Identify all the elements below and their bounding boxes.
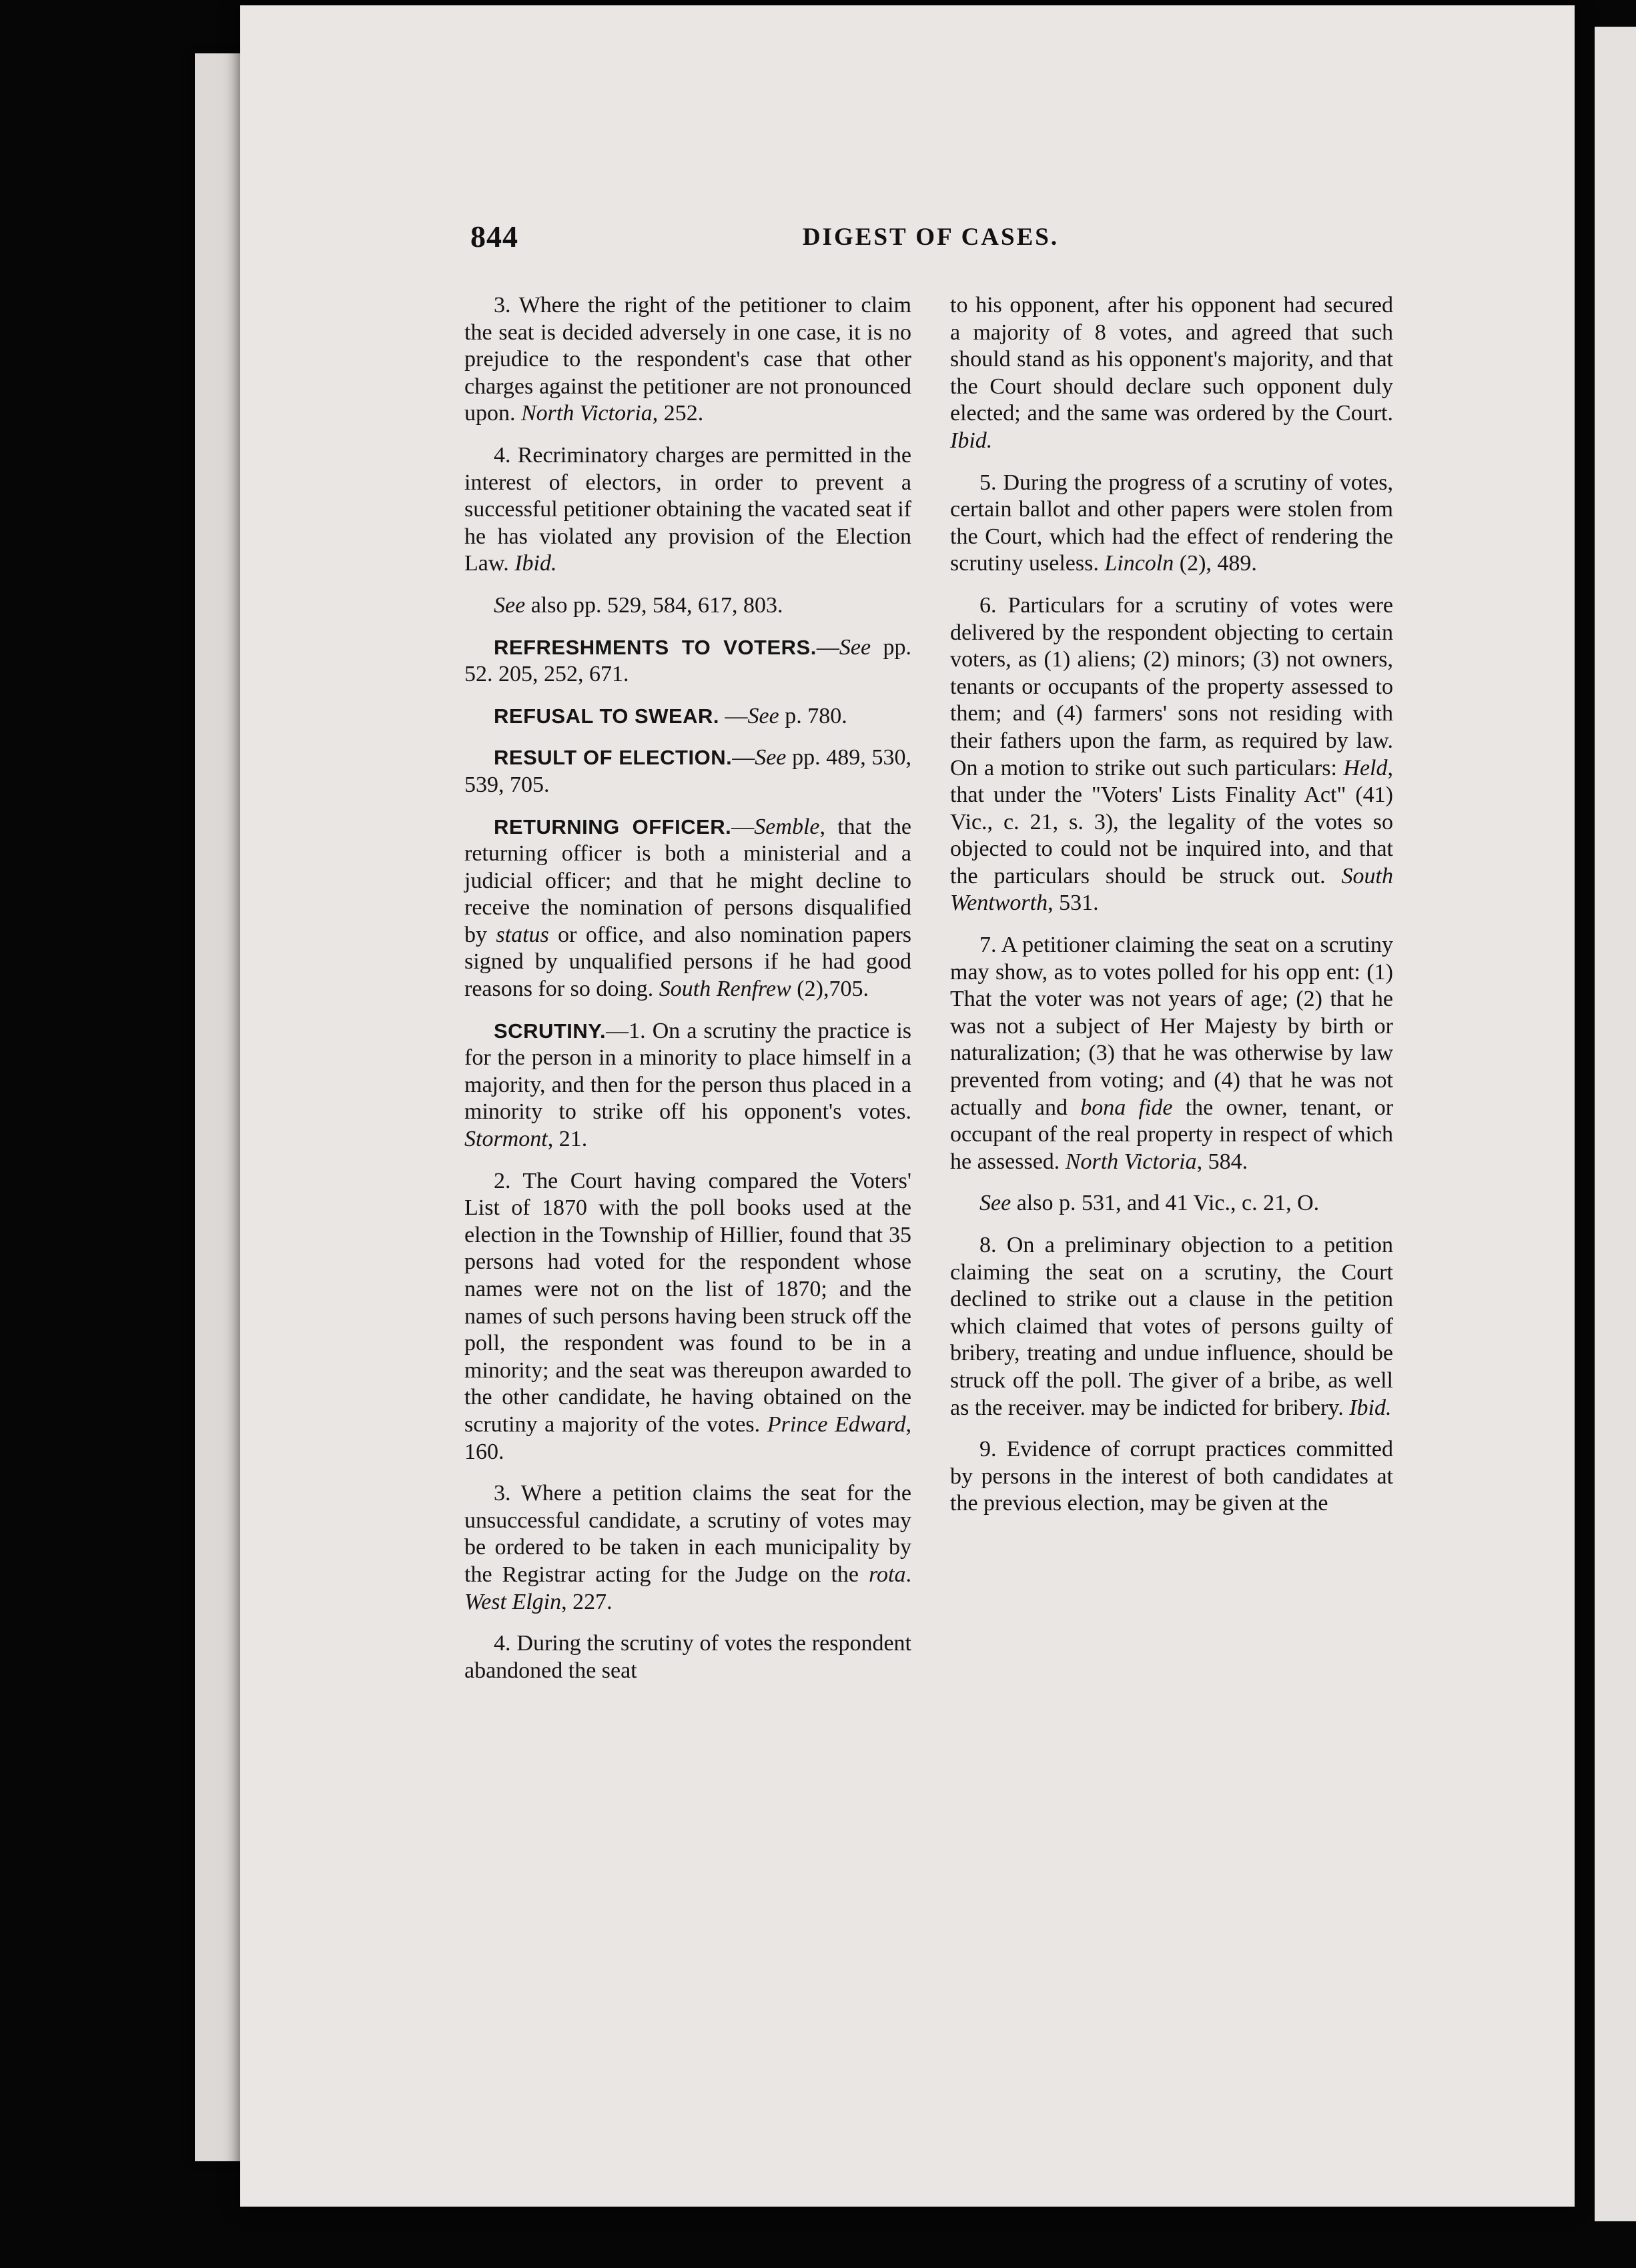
running-head xyxy=(470,219,1391,272)
paragraph-evidence-corrupt-practices: 9. Evidence of corrupt practices committed by persons in the interest of both candidates at the previous election, may be given at the xyxy=(950,1437,1393,1516)
paragraph-preliminary-objection: 8. On a preliminary objection to a petition claiming the seat on a scrutiny, the Court declined to strike out a clause in the petition which claimed that votes of persons guilty of bribery, treating and undue influence, should be struck off the poll. The giver of a bribe, as well as the receiver. may be indicted for bribery. Ibid. xyxy=(950,1233,1393,1420)
paragraph-petitioner-claim: 3. Where the right of the petitioner to claim the seat is decided adversely in one case, it is no prejudice to the respondent's case that other charges against the petitioner are not pronounced upon. North Victoria, 252. xyxy=(464,293,911,426)
facing-page-edge xyxy=(1595,27,1636,2221)
case-reference: South Renfrew xyxy=(659,977,791,1002)
entry-heading: RESULT OF ELECTION. xyxy=(494,746,733,770)
entry-scrutiny: SCRUTINY.—1. On a scrutiny the practice is for the person in a minority to place himself in a majority, and then for the person thus placed in a minority to strike off his opponent's votes. Stormont, 21. xyxy=(464,1018,911,1152)
case-reference: Prince Edward xyxy=(767,1411,906,1437)
right-column xyxy=(950,292,1393,1532)
page-number: 844 xyxy=(470,219,518,253)
paragraph-see-also: See also p. 531, and 41 Vic., c. 21, O. xyxy=(979,1191,1320,1216)
paragraph-petitioner-may-show: 7. A petitioner claiming the seat on a scrutiny may show, as to votes polled for his opp ent: (1) That the voter was not years of age; (2) that he was not a subject of Her Majesty by birth or naturalization; (3) that he was otherwise by law prevented from voting; and (4) that he was not actually and bona fide the owner, tenant, or occupant of the real property in respect of which he assessed. North Victoria, 584. xyxy=(950,933,1394,1174)
left-column xyxy=(464,292,911,1699)
entry-refusal-to-swear: REFUSAL TO SWEAR. —See p. 780. xyxy=(494,703,847,728)
paragraph-papers-stolen: 5. During the progress of a scrutiny of votes, certain ballot and other papers were stolen from the Court, which had the effect of rendering the scrutiny useless. Lincoln (2), 489. xyxy=(950,470,1393,576)
case-reference: Ibid. xyxy=(514,551,557,576)
entry-refreshments-to-voters: REFRESHMENTS TO VOTERS.—See pp. 52. 205, 252, 671. xyxy=(464,634,912,687)
paragraph-see-also: See also pp. 529, 584, 617, 803. xyxy=(494,592,783,618)
entry-result-of-election: RESULT OF ELECTION.—See pp. 489, 530, 539, 705. xyxy=(464,745,912,797)
paragraph-recriminatory-charges: 4. Recriminatory charges are permitted in the interest of electors, in order to prevent a successful petitioner obtaining the vacated seat if he has violated any provision of the Election Law. Ibid. xyxy=(464,442,911,576)
paragraph-particulars: 6. Particulars for a scrutiny of votes were delivered by the respondent objecting to certain voters, as (1) aliens; (2) minors; (3) not owners, tenants or occupants of the property assessed to them; and (4) farmers' sons not residing with their fathers upon the farm, as required by law. On a motion to strike out such particulars: Held, that under the "Voters' Lists Finality Act" (41) Vic., c. 21, s. 3), the legality of the votes so objected to could not be inquired into, and that the particulars should be struck out. South Wentworth, 531. xyxy=(950,592,1393,916)
entry-heading: REFUSAL TO SWEAR. xyxy=(494,704,720,728)
entry-heading: REFRESHMENTS TO VOTERS. xyxy=(494,635,817,659)
case-reference: South Wentworth xyxy=(950,863,1393,916)
entry-returning-officer: RETURNING OFFICER.—Semble, that the returning officer is both a ministerial and a judicial officer; and that he might decline to receive the nomination of persons disqualified by status or office, and also nomination papers signed by unqualified persons if he had good reasons for so doing. South Renfrew (2),705. xyxy=(464,814,912,1002)
case-reference: West Elgin xyxy=(464,1589,562,1614)
paragraph-continued: to his opponent, after his opponent had secured a majority of 8 votes, and agreed that such should stand as his opponent's majority, and that the Court should declare such opponent duly elected; and the same was ordered by the Court. Ibid. xyxy=(950,293,1393,453)
case-reference: North Victoria xyxy=(521,401,653,426)
case-reference: North Victoria xyxy=(1065,1149,1197,1174)
case-reference: Stormont xyxy=(464,1127,548,1152)
case-reference: Ibid. xyxy=(1349,1395,1392,1420)
paragraph-voters-list: 2. The Court having compared the Voters' List of 1870 with the poll books used at the election in the Township of Hillier, found that 35 persons had voted for the respondent whose names were not on the list of 1870; and the names of such persons having been struck off the poll, the respondent was found to be in a minority; and the seat was thereupon awarded to the other candidate, he having obtained on the scrutiny a majority of the votes. Prince Edward, 160. xyxy=(464,1168,911,1464)
case-reference: Ibid. xyxy=(950,428,993,453)
page-title: DIGEST OF CASES. xyxy=(802,223,1060,251)
paragraph-seat-abandoned: 4. During the scrutiny of votes the respondent abandoned the seat xyxy=(464,1631,911,1683)
paragraph-scrutiny-ordered: 3. Where a petition claims the seat for the unsuccessful candidate, a scrutiny of votes may be ordered to be taken in each municipality by the Registrar acting for the Judge on the rota. West Elgin, 227. xyxy=(464,1481,911,1614)
entry-heading: RETURNING OFFICER. xyxy=(494,814,732,838)
case-reference: Lincoln xyxy=(1104,551,1174,576)
entry-heading: SCRUTINY. xyxy=(494,1019,606,1043)
